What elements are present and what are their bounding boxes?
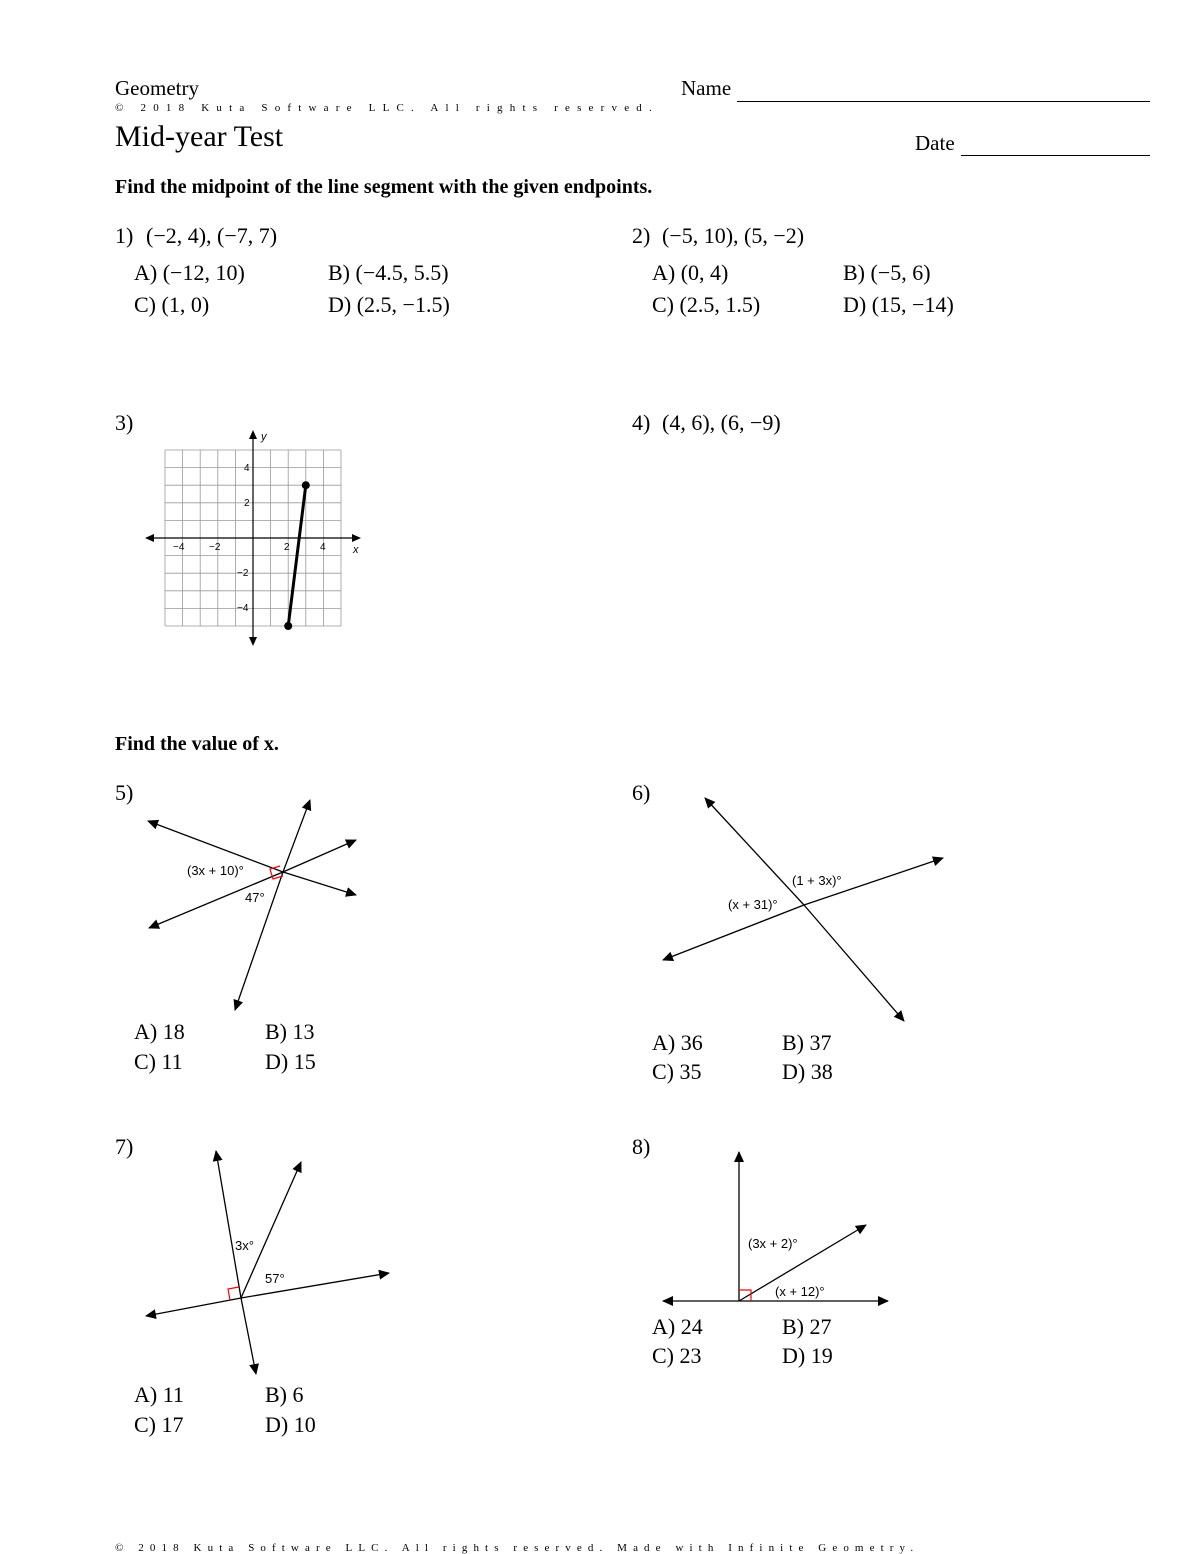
- q1-number: 1): [115, 223, 134, 248]
- q1-prompt: (−2, 4), (−7, 7): [146, 223, 278, 248]
- q6-choice-b[interactable]: B) 37: [782, 1030, 832, 1055]
- x-axis-arrow-left-icon: [145, 534, 154, 542]
- q1-choice-b[interactable]: B) (−4.5, 5.5): [328, 260, 449, 285]
- q6-ray: [663, 905, 804, 960]
- x-tick-2: 2: [284, 542, 290, 553]
- y-tick-2: 2: [244, 498, 250, 509]
- q7-ray: [216, 1151, 241, 1298]
- name-field[interactable]: [737, 101, 1150, 102]
- footer-copyright: © 2018 Kuta Software LLC. All rights reserved. Made with Infinite Geometry.: [115, 1542, 920, 1554]
- q7-choice-b[interactable]: B) 6: [265, 1382, 304, 1407]
- q5-ray: [149, 872, 283, 928]
- y-axis-arrow-down-icon: [249, 637, 257, 646]
- x-axis-label: x: [353, 544, 359, 556]
- q7-ray: [146, 1298, 241, 1316]
- q7-choice-a[interactable]: A) 11: [134, 1382, 184, 1407]
- graph-endpoint: [284, 622, 292, 630]
- q2-choice-b[interactable]: B) (−5, 6): [843, 260, 931, 285]
- q5-ray: [235, 872, 283, 1010]
- q8-right-angle-marker: [739, 1290, 751, 1301]
- course-name: Geometry: [115, 76, 199, 100]
- q2-prompt: (−5, 10), (5, −2): [662, 223, 805, 248]
- q2-choice-d[interactable]: D) (15, −14): [843, 292, 954, 317]
- name-label: Name: [681, 76, 732, 100]
- q7-choice-d[interactable]: D) 10: [265, 1412, 316, 1437]
- y-axis-arrow-up-icon: [249, 430, 257, 439]
- q4-number: 4): [632, 410, 651, 435]
- section2-instruction: Find the value of x.: [115, 733, 279, 755]
- q1-choice-a[interactable]: A) (−12, 10): [134, 260, 245, 285]
- q5-number: 5): [115, 780, 134, 805]
- q6-ray: [804, 858, 943, 905]
- q2-choice-a[interactable]: A) (0, 4): [652, 260, 729, 285]
- q5-choice-a[interactable]: A) 18: [134, 1019, 185, 1044]
- date-field[interactable]: [961, 155, 1150, 156]
- q6-angle-label: (1 + 3x)°: [792, 873, 842, 888]
- q5-ray: [283, 872, 356, 895]
- x-tick-neg4: −4: [173, 542, 185, 553]
- x-tick-neg2: −2: [209, 542, 221, 553]
- section1-instruction: Find the midpoint of the line segment with the given endpoints.: [115, 176, 653, 198]
- x-axis-arrow-right-icon: [352, 534, 361, 542]
- q8-choice-c[interactable]: C) 23: [652, 1343, 702, 1368]
- q5-choice-c[interactable]: C) 11: [134, 1049, 183, 1074]
- q1-choice-d[interactable]: D) (2.5, −1.5): [328, 292, 450, 317]
- q5-ray: [283, 840, 356, 872]
- q7-choice-c[interactable]: C) 17: [134, 1412, 184, 1437]
- q7-ray: [241, 1273, 389, 1298]
- x-tick-4: 4: [320, 542, 326, 553]
- q5-choice-d[interactable]: D) 15: [265, 1049, 316, 1074]
- q5-choice-b[interactable]: B) 13: [265, 1019, 315, 1044]
- q5-ray: [148, 821, 283, 872]
- y-tick-neg2: −2: [237, 568, 249, 579]
- q8-angle-label: (3x + 2)°: [748, 1236, 798, 1251]
- q3-coordinate-graph: [140, 425, 370, 650]
- date-label: Date: [915, 131, 955, 155]
- q6-choice-c[interactable]: C) 35: [652, 1059, 702, 1084]
- q6-ray: [804, 905, 904, 1021]
- q8-number: 8): [632, 1134, 651, 1159]
- q7-number: 7): [115, 1134, 134, 1159]
- q8-choice-b[interactable]: B) 27: [782, 1314, 832, 1339]
- q6-choice-d[interactable]: D) 38: [782, 1059, 833, 1084]
- graph-endpoint: [302, 481, 310, 489]
- q6-choice-a[interactable]: A) 36: [652, 1030, 703, 1055]
- q8-angle-label: (x + 12)°: [775, 1284, 825, 1299]
- q6-ray: [705, 798, 804, 905]
- q3-number: 3): [115, 410, 134, 435]
- q7-ray: [241, 1162, 301, 1298]
- q1-choice-c[interactable]: C) (1, 0): [134, 292, 210, 317]
- y-axis-label: y: [261, 431, 267, 443]
- q6-angle-label: (x + 31)°: [728, 897, 778, 912]
- q2-number: 2): [632, 223, 651, 248]
- q7-angle-label: 3x°: [235, 1238, 254, 1253]
- q4-prompt: (4, 6), (6, −9): [662, 410, 781, 435]
- q5-ray: [283, 800, 310, 872]
- q7-ray: [241, 1298, 256, 1374]
- q7-right-angle-marker: [228, 1287, 239, 1300]
- q6-number: 6): [632, 780, 651, 805]
- q8-choice-d[interactable]: D) 19: [782, 1343, 833, 1368]
- q5-angle-label: 47°: [245, 890, 265, 905]
- q8-choice-a[interactable]: A) 24: [652, 1314, 703, 1339]
- y-tick-4: 4: [244, 463, 250, 474]
- q2-choice-c[interactable]: C) (2.5, 1.5): [652, 292, 761, 317]
- q8-ray: [739, 1225, 866, 1301]
- page-title: Mid-year Test: [115, 120, 284, 153]
- copyright-header: © 2018 Kuta Software LLC. All rights reserved.: [115, 102, 659, 114]
- q5-angle-label: (3x + 10)°: [187, 863, 244, 878]
- y-tick-neg4: −4: [237, 603, 249, 614]
- q5-right-angle-marker: [270, 866, 283, 879]
- q7-angle-label: 57°: [265, 1271, 285, 1286]
